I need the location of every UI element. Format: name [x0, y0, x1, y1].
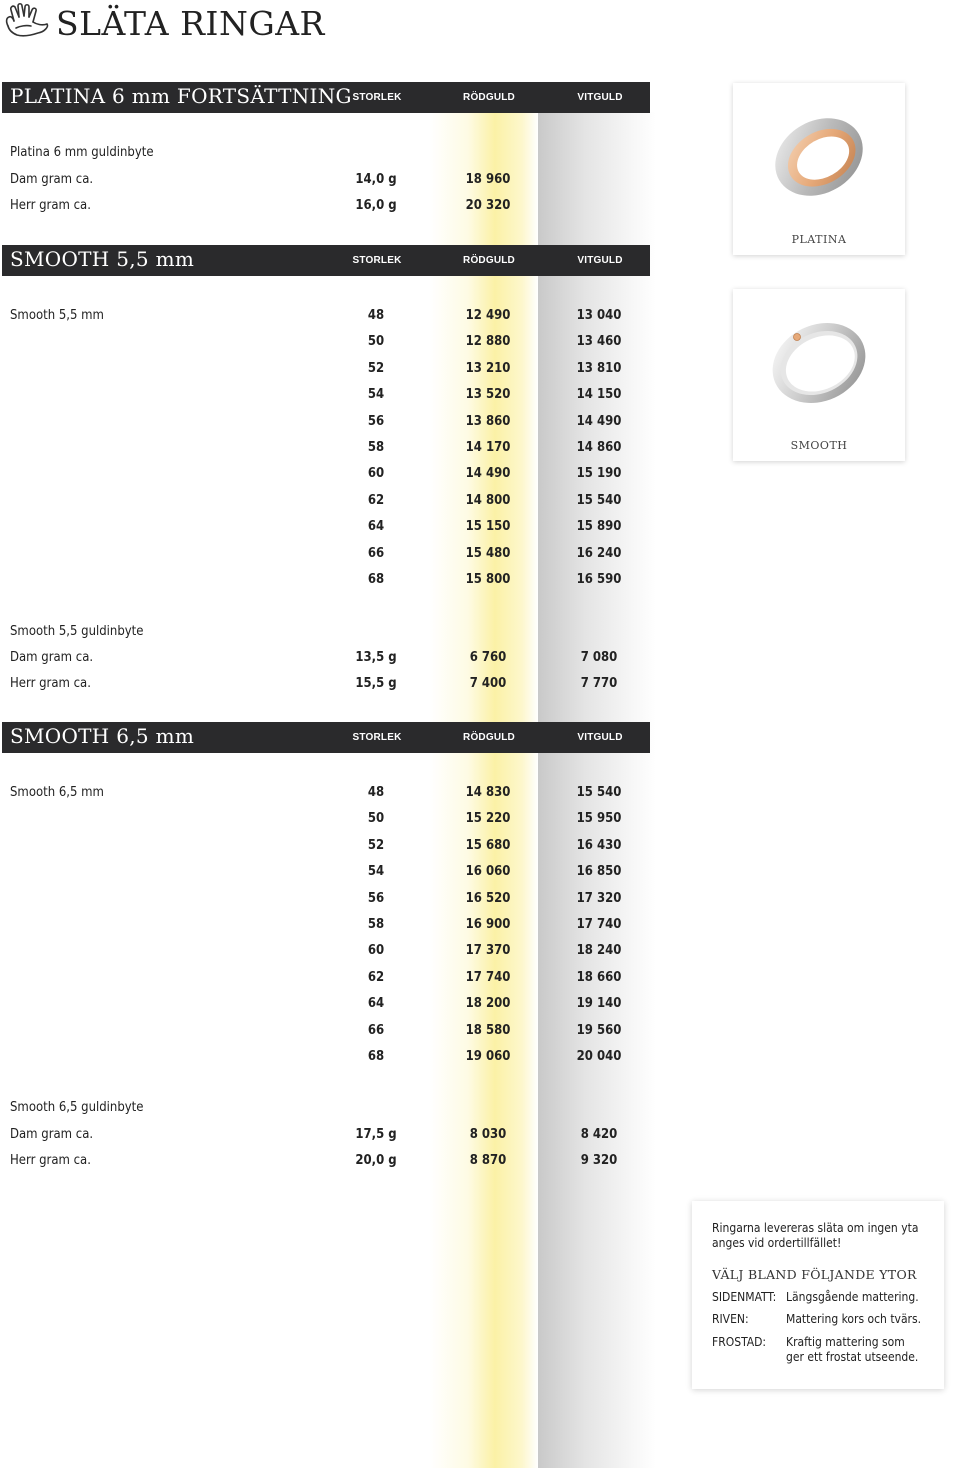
product-caption: PLATINA [791, 233, 847, 246]
exchange-weight: 17,5 g [355, 1127, 397, 1142]
finish-description: Längsgående mattering. [786, 1290, 919, 1304]
exchange-price-vitguld: 8 420 [580, 1127, 618, 1142]
size-cell: 52 [367, 360, 385, 376]
page-title: SLÄTA RINGAR [56, 4, 325, 43]
exchange-price-rodguld: 18 960 [465, 172, 511, 187]
price-rodguld: 15 220 [465, 811, 511, 827]
platina-ring-image [759, 97, 879, 217]
size-cell: 54 [367, 864, 385, 880]
info-intro-text: Ringarna levereras släta om ingen yta anges vid ordertillfället! [712, 1221, 919, 1250]
price-rodguld: 16 520 [465, 890, 511, 906]
exchange-weight: 13,5 g [355, 650, 397, 665]
price-rodguld: 19 060 [465, 1049, 511, 1064]
price-rodguld: 14 490 [465, 466, 511, 482]
price-vitguld: 16 430 [576, 837, 622, 853]
size-cell: 60 [367, 466, 385, 482]
product-label: Smooth 5,5 mm [10, 308, 104, 323]
price-rodguld: 14 170 [465, 440, 511, 455]
size-cell: 68 [367, 1049, 385, 1064]
exchange-price-vitguld: 7 770 [580, 676, 618, 692]
price-vitguld: 18 240 [576, 943, 622, 959]
size-cell: 48 [367, 785, 385, 800]
exchange-price-rodguld: 8 030 [469, 1127, 507, 1142]
column-header-vitguld: VITGULD [577, 732, 623, 743]
size-cell: 64 [367, 996, 385, 1012]
size-cell: 48 [367, 308, 385, 323]
column-header-rodguld: RÖDGULD [463, 255, 515, 266]
price-vitguld: 15 950 [576, 811, 622, 827]
column-header-rodguld: RÖDGULD [463, 92, 515, 103]
column-header-storlek: STORLEK [352, 732, 402, 743]
exchange-row-label: Herr gram ca. [10, 1153, 91, 1169]
price-rodguld: 14 800 [465, 492, 511, 508]
price-rodguld: 16 900 [465, 917, 511, 932]
price-vitguld: 14 150 [576, 387, 622, 403]
exchange-price-rodguld: 20 320 [465, 198, 511, 213]
exchange-weight: 15,5 g [355, 676, 397, 692]
finish-name: SIDENMATT: [712, 1290, 777, 1304]
price-vitguld: 19 140 [576, 996, 622, 1012]
column-header-vitguld: VITGULD [577, 255, 623, 266]
price-rodguld: 15 800 [465, 572, 511, 587]
price-vitguld: 15 540 [576, 492, 622, 508]
finish-description: Mattering kors och tvärs. [786, 1312, 922, 1326]
section-title: SMOOTH 5,5 mm [10, 247, 195, 271]
column-header-vitguld: VITGULD [577, 92, 623, 103]
size-cell: 56 [367, 413, 385, 429]
size-cell: 66 [367, 545, 385, 561]
smooth-ring-image [759, 303, 879, 423]
price-vitguld: 14 860 [576, 440, 622, 455]
price-rodguld: 12 490 [465, 308, 511, 323]
price-vitguld: 16 590 [576, 572, 622, 587]
section-title: SMOOTH 6,5 mm [10, 724, 195, 748]
exchange-price-vitguld: 7 080 [580, 650, 618, 665]
exchange-label: Smooth 5,5 guldinbyte [10, 624, 144, 639]
price-rodguld: 17 370 [465, 943, 511, 959]
size-cell: 58 [367, 917, 385, 932]
size-cell: 62 [367, 492, 385, 508]
size-cell: 64 [367, 519, 385, 535]
exchange-row-label: Herr gram ca. [10, 198, 91, 213]
price-vitguld: 20 040 [576, 1049, 622, 1064]
price-vitguld: 15 190 [576, 466, 622, 482]
size-cell: 50 [367, 811, 385, 827]
price-vitguld: 16 240 [576, 545, 622, 561]
product-label: Smooth 6,5 mm [10, 785, 104, 800]
exchange-weight: 16,0 g [355, 198, 397, 213]
exchange-row-label: Herr gram ca. [10, 676, 91, 692]
exchange-price-rodguld: 6 760 [469, 650, 507, 665]
column-header-storlek: STORLEK [352, 92, 402, 103]
price-rodguld: 18 200 [465, 996, 511, 1012]
product-card-smooth [733, 289, 905, 461]
exchange-price-vitguld: 9 320 [580, 1153, 618, 1169]
section-title: PLATINA 6 mm FORTSÄTTNING [10, 84, 352, 108]
price-rodguld: 12 880 [465, 334, 511, 350]
section-header-smooth-6-5 [2, 722, 650, 753]
exchange-label: Smooth 6,5 guldinbyte [10, 1100, 144, 1115]
size-cell: 66 [367, 1022, 385, 1038]
column-header-storlek: STORLEK [352, 255, 402, 266]
exchange-price-rodguld: 7 400 [469, 676, 507, 692]
finish-name: RIVEN: [712, 1312, 749, 1326]
exchange-row-label: Dam gram ca. [10, 172, 94, 187]
price-rodguld: 18 580 [465, 1022, 511, 1038]
size-cell: 62 [367, 969, 385, 985]
price-rodguld: 13 860 [465, 413, 511, 429]
price-rodguld: 17 740 [465, 969, 511, 985]
price-rodguld: 15 150 [465, 519, 511, 535]
price-vitguld: 18 660 [576, 969, 622, 985]
price-vitguld: 15 540 [576, 785, 622, 800]
size-cell: 58 [367, 440, 385, 455]
price-rodguld: 14 830 [465, 785, 511, 800]
price-rodguld: 13 210 [465, 360, 511, 376]
section-header-smooth-5-5 [2, 245, 650, 276]
size-cell: 56 [367, 890, 385, 906]
exchange-price-rodguld: 8 870 [469, 1153, 507, 1169]
size-cell: 68 [367, 572, 385, 587]
column-header-rodguld: RÖDGULD [463, 732, 515, 743]
price-rodguld: 15 680 [465, 837, 511, 853]
size-cell: 50 [367, 334, 385, 350]
price-vitguld: 19 560 [576, 1022, 622, 1038]
exchange-weight: 14,0 g [355, 172, 397, 187]
size-cell: 60 [367, 943, 385, 959]
price-vitguld: 13 810 [576, 360, 622, 376]
hand-icon [2, 2, 50, 42]
finish-name: FROSTAD: [712, 1335, 767, 1349]
section-header-platina [2, 82, 650, 113]
price-vitguld: 17 320 [576, 890, 622, 906]
exchange-row-label: Dam gram ca. [10, 650, 94, 665]
finish-description: Kraftig mattering som ger ett frostat utseende. [786, 1335, 919, 1364]
size-cell: 52 [367, 837, 385, 853]
exchange-weight: 20,0 g [355, 1153, 397, 1169]
price-vitguld: 13 040 [576, 308, 622, 323]
price-rodguld: 16 060 [465, 864, 511, 880]
price-vitguld: 16 850 [576, 864, 622, 880]
size-cell: 54 [367, 387, 385, 403]
price-vitguld: 14 490 [576, 413, 622, 429]
surface-finish-info-box [692, 1201, 944, 1389]
product-caption: SMOOTH [790, 439, 848, 452]
price-vitguld: 15 890 [576, 519, 622, 535]
exchange-row-label: Dam gram ca. [10, 1127, 94, 1142]
price-vitguld: 17 740 [576, 917, 622, 932]
price-rodguld: 13 520 [465, 387, 511, 403]
product-card-platina [733, 83, 905, 255]
price-rodguld: 15 480 [465, 545, 511, 561]
price-vitguld: 13 460 [576, 334, 622, 350]
exchange-label: Platina 6 mm guldinbyte [10, 145, 154, 160]
info-heading: VÄLJ BLAND FÖLJANDE YTOR [712, 1267, 917, 1282]
